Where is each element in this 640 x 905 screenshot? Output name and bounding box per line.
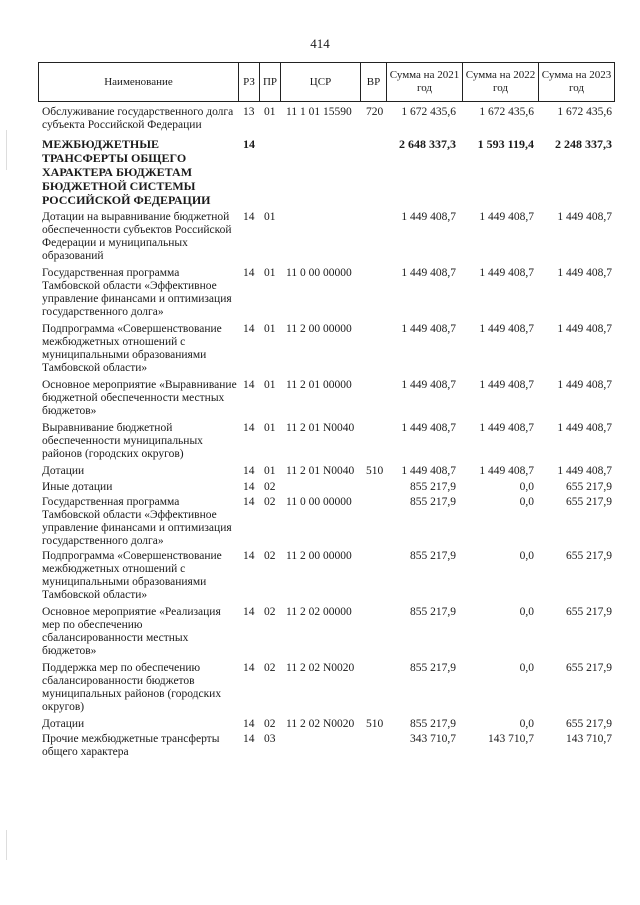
row-rz: 14 — [243, 379, 255, 391]
row-rz: 14 — [243, 211, 255, 223]
row-sum-2023: 1 449 408,7 — [557, 211, 612, 223]
row-rz: 14 — [243, 733, 255, 745]
row-sum-2023: 1 449 408,7 — [557, 465, 612, 477]
row-sum-2023: 655 217,9 — [566, 550, 612, 562]
row-sum-2021: 855 217,9 — [410, 496, 456, 508]
row-csr: 11 2 00 00000 — [286, 550, 352, 562]
row-csr: 11 2 02 00000 — [286, 606, 352, 618]
row-name: МЕЖБЮДЖЕТНЫЕ ТРАНСФЕРТЫ ОБЩЕГО ХАРАКТЕРА БЮДЖЕТАМ БЮДЖЕТНОЙ СИСТЕМЫ РОССИЙСКОЙ ФЕДЕРАЦИИ — [42, 137, 211, 207]
row-rz: 14 — [243, 718, 255, 730]
row-sum-2021: 1 449 408,7 — [401, 267, 456, 279]
row-vr: 510 — [366, 465, 384, 477]
row-sum-2023: 2 248 337,3 — [555, 137, 612, 151]
row-name: Государственная программа Тамбовской области «Эффективное управление финансами и оптимизация государственного долга» — [42, 496, 232, 547]
row-pr: 01 — [264, 211, 276, 223]
scan-margin-mark — [6, 830, 7, 860]
row-sum-2023: 1 449 408,7 — [557, 379, 612, 391]
row-csr: 11 2 00 00000 — [286, 323, 352, 335]
table-row — [38, 465, 614, 478]
table-row — [38, 137, 614, 207]
row-sum-2022: 0,0 — [519, 662, 534, 674]
header-sum-2023: Сумма на 2023 год — [539, 63, 615, 102]
row-rz: 14 — [243, 606, 255, 618]
header-csr: ЦСР — [281, 63, 361, 102]
row-vr: 720 — [366, 106, 384, 118]
row-sum-2022: 1 593 119,4 — [477, 137, 534, 151]
row-sum-2023: 655 217,9 — [566, 662, 612, 674]
row-sum-2021: 1 449 408,7 — [401, 465, 456, 477]
row-sum-2022: 1 449 408,7 — [479, 211, 534, 223]
row-sum-2022: 0,0 — [519, 481, 534, 493]
scan-margin-mark — [6, 130, 7, 170]
row-pr: 02 — [264, 496, 276, 508]
row-rz: 14 — [243, 422, 255, 434]
row-pr: 01 — [264, 106, 276, 118]
row-sum-2021: 1 449 408,7 — [401, 422, 456, 434]
table-row — [38, 481, 614, 494]
row-pr: 02 — [264, 606, 276, 618]
row-name: Подпрограмма «Совершенствование межбюджетных отношений с муниципальными образованиями Тамбовской области» — [42, 550, 222, 601]
row-rz: 14 — [243, 481, 255, 493]
row-csr: 11 2 01 N0040 — [286, 465, 355, 477]
row-pr: 01 — [264, 267, 276, 279]
table-row — [38, 267, 614, 319]
table-row — [38, 733, 614, 759]
row-rz: 14 — [243, 465, 255, 477]
row-pr: 02 — [264, 550, 276, 562]
row-sum-2022: 0,0 — [519, 606, 534, 618]
row-rz: 14 — [243, 137, 255, 151]
row-pr: 01 — [264, 379, 276, 391]
row-name: Основное мероприятие «Выравнивание бюджетной обеспеченности местных бюджетов» — [42, 379, 237, 417]
page-number: 414 — [310, 36, 330, 51]
header-name: Наименование — [39, 63, 239, 102]
header-pr: ПР — [260, 63, 281, 102]
row-name: Выравнивание бюджетной обеспеченности муниципальных районов (городских округов) — [42, 422, 203, 460]
row-name: Подпрограмма «Совершенствование межбюджетных отношений с муниципальными образованиями Тамбовской области» — [42, 323, 222, 374]
row-sum-2022: 0,0 — [519, 718, 534, 730]
row-rz: 14 — [243, 496, 255, 508]
row-rz: 14 — [243, 323, 255, 335]
header-sum-2021: Сумма на 2021 год — [387, 63, 463, 102]
row-pr: 01 — [264, 323, 276, 335]
row-sum-2022: 1 449 408,7 — [479, 267, 534, 279]
row-csr: 11 1 01 15590 — [286, 106, 352, 118]
table-row — [38, 106, 614, 132]
row-rz: 14 — [243, 662, 255, 674]
table-row — [38, 662, 614, 714]
row-vr: 510 — [366, 718, 384, 730]
table-row — [38, 606, 614, 658]
row-pr: 02 — [264, 718, 276, 730]
row-sum-2023: 655 217,9 — [566, 718, 612, 730]
row-name: Поддержка мер по обеспечению сбалансированности бюджетов муниципальных районов (городских округов) — [42, 662, 222, 713]
header-rz: РЗ — [239, 63, 260, 102]
table-row — [38, 211, 614, 263]
row-csr: 11 0 00 00000 — [286, 496, 352, 508]
row-sum-2021: 855 217,9 — [410, 606, 456, 618]
row-pr: 02 — [264, 662, 276, 674]
row-pr: 03 — [264, 733, 276, 745]
row-rz: 14 — [243, 550, 255, 562]
row-csr: 11 2 01 00000 — [286, 379, 352, 391]
row-sum-2022: 0,0 — [519, 496, 534, 508]
row-sum-2023: 1 449 408,7 — [557, 267, 612, 279]
row-sum-2021: 1 672 435,6 — [401, 106, 456, 118]
table-row — [38, 550, 614, 602]
row-sum-2021: 855 217,9 — [410, 662, 456, 674]
row-sum-2021: 2 648 337,3 — [399, 137, 456, 151]
row-name: Прочие межбюджетные трансферты общего характера — [42, 733, 220, 758]
row-sum-2023: 1 449 408,7 — [557, 323, 612, 335]
row-sum-2023: 655 217,9 — [566, 606, 612, 618]
row-name: Дотации — [42, 465, 85, 477]
row-sum-2022: 1 449 408,7 — [479, 465, 534, 477]
table-body — [38, 106, 614, 761]
header-sum-2022: Сумма на 2022 год — [463, 63, 539, 102]
row-csr: 11 2 01 N0040 — [286, 422, 355, 434]
row-csr: 11 2 02 N0020 — [286, 662, 355, 674]
row-sum-2021: 1 449 408,7 — [401, 379, 456, 391]
row-sum-2021: 855 217,9 — [410, 481, 456, 493]
row-sum-2022: 1 449 408,7 — [479, 379, 534, 391]
row-name: Обслуживание государственного долга субъекта Российской Федерации — [42, 106, 234, 131]
row-pr: 01 — [264, 465, 276, 477]
row-name: Государственная программа Тамбовской области «Эффективное управление финансами и оптимизация государственного долга» — [42, 267, 232, 318]
row-rz: 13 — [243, 106, 255, 118]
row-sum-2022: 1 449 408,7 — [479, 422, 534, 434]
row-sum-2021: 1 449 408,7 — [401, 211, 456, 223]
row-pr: 02 — [264, 481, 276, 493]
row-name: Дотации на выравнивание бюджетной обеспеченности субъектов Российской Федерации и муниципальных образований — [42, 211, 232, 262]
row-sum-2023: 1 449 408,7 — [557, 422, 612, 434]
row-sum-2021: 855 217,9 — [410, 550, 456, 562]
row-sum-2021: 855 217,9 — [410, 718, 456, 730]
table-header — [38, 62, 615, 102]
row-name: Дотации — [42, 718, 85, 730]
row-pr: 01 — [264, 422, 276, 434]
row-sum-2023: 1 672 435,6 — [557, 106, 612, 118]
row-name: Основное мероприятие «Реализация мер по обеспечению сбалансированности местных бюджетов» — [42, 606, 221, 657]
row-sum-2021: 343 710,7 — [410, 733, 456, 745]
row-sum-2023: 143 710,7 — [566, 733, 612, 745]
row-sum-2022: 0,0 — [519, 550, 534, 562]
table-row — [38, 422, 614, 461]
table-row — [38, 323, 614, 375]
row-sum-2023: 655 217,9 — [566, 481, 612, 493]
row-csr: 11 2 02 N0020 — [286, 718, 355, 730]
row-sum-2022: 1 672 435,6 — [479, 106, 534, 118]
row-sum-2023: 655 217,9 — [566, 496, 612, 508]
table-row — [38, 718, 614, 731]
row-name: Иные дотации — [42, 481, 113, 493]
row-sum-2021: 1 449 408,7 — [401, 323, 456, 335]
header-vr: ВР — [361, 63, 387, 102]
row-sum-2022: 1 449 408,7 — [479, 323, 534, 335]
row-csr: 11 0 00 00000 — [286, 267, 352, 279]
table-row — [38, 496, 614, 548]
row-sum-2022: 143 710,7 — [488, 733, 534, 745]
row-rz: 14 — [243, 267, 255, 279]
table-row — [38, 379, 614, 418]
